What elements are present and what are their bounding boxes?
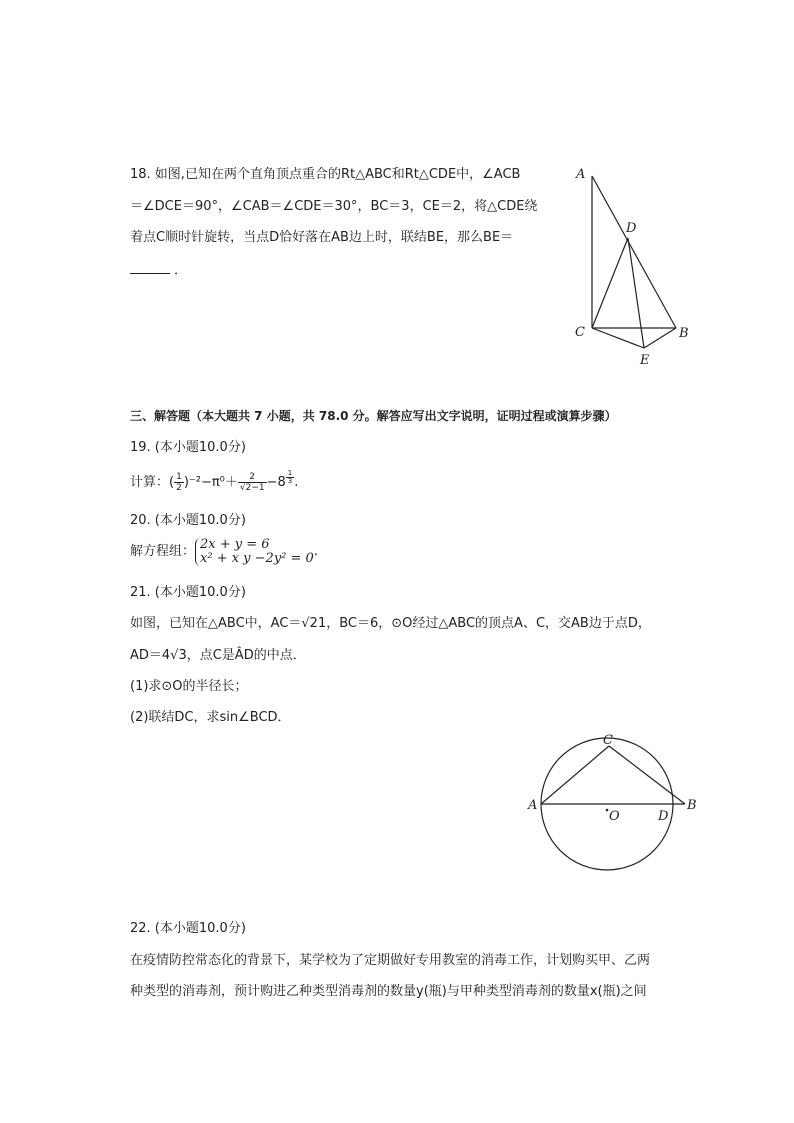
segment-CB [609, 746, 685, 804]
q21-part2: (2)联结DC，求sin∠BCD． [130, 710, 291, 725]
q22-header: 22. (本小题10.0分) [130, 921, 246, 936]
q18-line2: ＝∠DCE＝90°，∠CAB＝∠CDE＝30°，BC＝3，CE＝2，将△CDE绕 [130, 199, 538, 214]
q20-system [130, 536, 318, 568]
q18-line1: 18. 如图,已知在两个直角顶点重合的Rt△ABC和Rt△CDE中，∠ACB [130, 167, 521, 182]
equation-1: 2x + y = 6 [200, 536, 270, 552]
q20-tail: . [313, 544, 318, 559]
q18-tail: ． [174, 263, 188, 278]
q21-line1: 如图，已知在△ABC中，AC＝√21，BC＝6，⊙O经过△ABC的顶点A、C，交AB边于点D， [130, 616, 651, 631]
q21-header: 21. (本小题10.0分) [130, 585, 246, 600]
q19-prefix: 计算：( [130, 475, 175, 490]
equation-2: x² + x y −2y² = 0 [200, 550, 314, 566]
q18-figure [570, 162, 700, 372]
q19-header: 19. (本小题10.0分) [130, 440, 246, 455]
q21-line2: AD＝4√3，点C是ÂD的中点． [130, 648, 306, 663]
equation-system [195, 538, 314, 566]
q21-figure [525, 732, 705, 882]
q20-header: 20. (本小题10.0分) [130, 513, 246, 528]
q18-line3: 着点C顺时针旋转，当点D恰好落在AB边上时，联结BE，那么BE＝ [130, 230, 514, 245]
label-A: A [576, 167, 586, 182]
q19-expression [130, 470, 298, 496]
label-D: D [626, 221, 637, 236]
q19-half: $\frac{1}{2}$ [176, 472, 182, 493]
label-O: O [609, 809, 620, 824]
q19-tail: . [294, 475, 299, 490]
q19-fraction: $\frac{2}{√2-1}$ [239, 472, 265, 493]
segment-BE [644, 328, 676, 348]
segment-AC [541, 746, 609, 804]
label-C: C [575, 325, 585, 340]
q21-part1: (1)求⊙O的半径长； [130, 679, 248, 694]
label-C: C [603, 733, 613, 748]
label-B: B [687, 798, 697, 813]
q18-answer-line [130, 261, 187, 280]
label-A: A [528, 798, 538, 813]
center-point [606, 809, 609, 812]
segment-CD [592, 238, 628, 328]
label-E: E [640, 353, 650, 368]
q19-exponent: $\frac{1}{3}$ [287, 469, 293, 485]
q22-line1: 在疫情防控常态化的背景下，某学校为了定期做好专用教室的消毒工作，计划购买甲、乙两 [130, 953, 651, 968]
q22-line2: 种类型的消毒剂，预计购进乙种类型消毒剂的数量y(瓶)与甲种类型消毒剂的数量x(瓶)之间 [130, 984, 647, 999]
q19-minus8: −8 [266, 475, 286, 490]
label-B: B [679, 326, 689, 341]
segment-CE [592, 328, 644, 348]
q20-prefix: 解方程组： [130, 544, 196, 559]
q19-power-terms: )⁻²−π⁰＋ [183, 475, 238, 490]
section-heading: 三、解答题（本大题共 7 小题，共 78.0 分。解答应写出文字说明，证明过程或演算步骤） [130, 409, 617, 423]
segment-AB [592, 176, 676, 328]
label-D: D [658, 809, 669, 824]
answer-blank [130, 261, 170, 274]
